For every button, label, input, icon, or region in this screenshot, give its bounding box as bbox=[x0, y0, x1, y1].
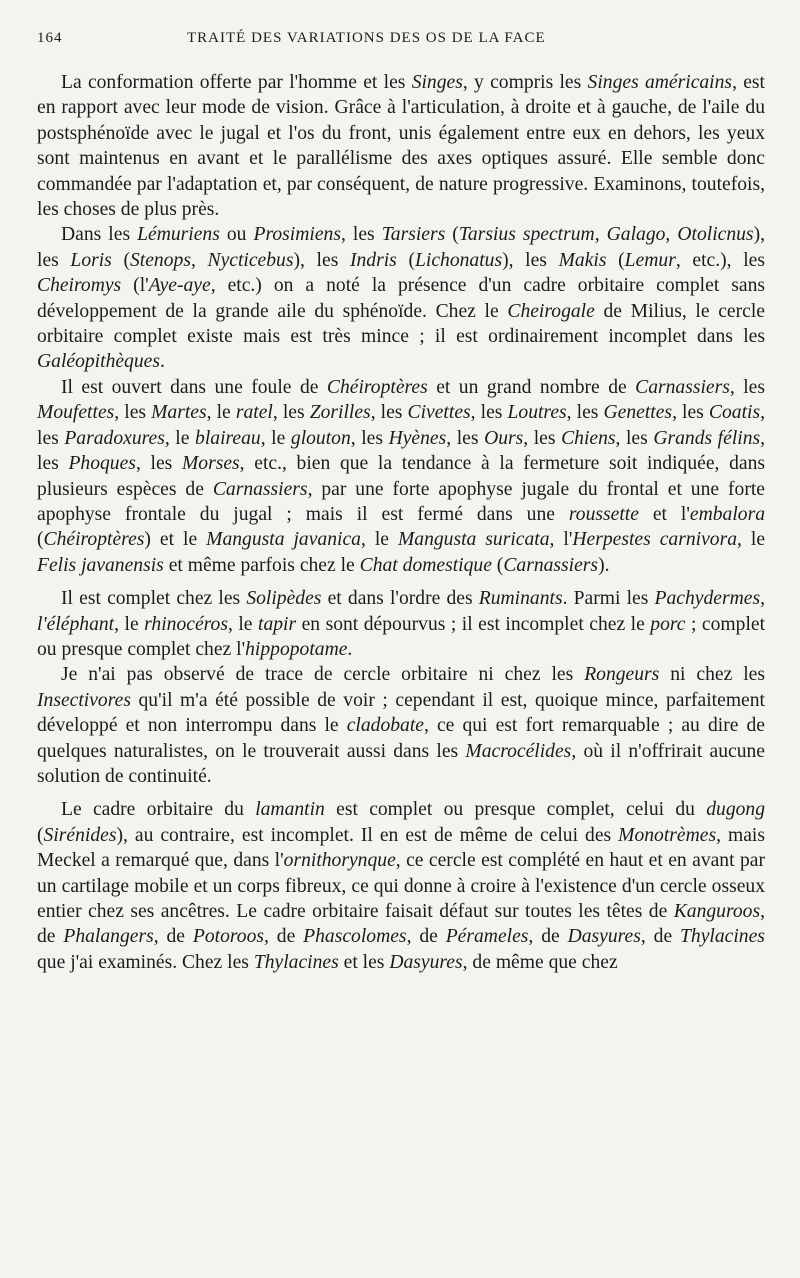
italic-term: Stenops bbox=[130, 249, 191, 271]
text-run: , le bbox=[360, 529, 398, 551]
italic-term: rhinocéros bbox=[144, 613, 228, 635]
italic-term: Coatis bbox=[708, 402, 761, 424]
text-run: , y compris les bbox=[462, 72, 588, 93]
italic-term: Dasyures bbox=[389, 951, 463, 973]
text-run: ( bbox=[396, 249, 415, 271]
italic-term: Carnassiers bbox=[635, 376, 730, 398]
text-run: , les bbox=[672, 402, 709, 424]
italic-term: Lichonatus bbox=[415, 249, 503, 271]
italic-term: Mangusta suricata bbox=[397, 529, 550, 551]
italic-term: embalora bbox=[689, 503, 765, 525]
italic-term: Rongeurs bbox=[584, 664, 660, 686]
italic-term: Pérameles bbox=[445, 926, 529, 948]
italic-term: Phoques bbox=[68, 453, 136, 475]
text-run: , les bbox=[37, 427, 766, 475]
text-run: , les bbox=[114, 402, 152, 424]
text-run: est complet ou presque complet, celui du bbox=[324, 799, 707, 821]
italic-term: Galago bbox=[606, 224, 666, 246]
text-run: . Parmi les bbox=[562, 588, 655, 610]
text-run: La conformation offerte par l'homme et les bbox=[61, 72, 412, 93]
text-run: , le bbox=[114, 613, 145, 635]
italic-term: Galéopithèques bbox=[37, 351, 160, 373]
text-run: et les bbox=[338, 951, 390, 973]
text-run: , de même que chez bbox=[462, 951, 618, 973]
italic-term: Chéiroptères bbox=[326, 376, 428, 398]
italic-term: Macrocélides bbox=[465, 740, 572, 762]
text-run: ( bbox=[445, 224, 459, 246]
text-run: de Milius, le cercle orbitaire complet existe mais est très mince ; il est ordinairement incomplet dans les bbox=[37, 300, 765, 348]
text-run: , bbox=[190, 249, 208, 271]
text-run: , le bbox=[260, 427, 291, 449]
paragraph bbox=[37, 586, 765, 662]
italic-term: cladobate bbox=[346, 715, 424, 737]
text-run: ). bbox=[598, 554, 610, 576]
text-run: ), les bbox=[293, 249, 350, 271]
italic-term: ornithorynque bbox=[283, 850, 396, 872]
italic-term: Carnassiers bbox=[503, 554, 599, 576]
text-run: , de bbox=[528, 926, 568, 948]
text-run: , le bbox=[227, 613, 258, 635]
italic-term: Phascolomes bbox=[303, 926, 407, 948]
text-run: ( bbox=[606, 249, 625, 271]
paragraph bbox=[37, 662, 765, 789]
text-run: , de bbox=[406, 926, 446, 948]
italic-term: Indris bbox=[349, 249, 397, 271]
italic-term: Chat domestique bbox=[359, 554, 492, 576]
italic-term: Ours bbox=[484, 427, 524, 449]
text-run: ( bbox=[37, 529, 44, 551]
text-run: , les bbox=[729, 376, 765, 398]
text-run: , où il n'offrirait aucune solution de continuité. bbox=[37, 740, 765, 787]
italic-term: Herpestes carnivora bbox=[572, 529, 737, 551]
italic-term: Lemur bbox=[624, 249, 676, 271]
italic-term: dugong bbox=[706, 799, 766, 821]
paragraph bbox=[37, 797, 765, 975]
italic-term: roussette bbox=[568, 503, 639, 525]
italic-term: Chéiroptères bbox=[43, 529, 145, 551]
paragraph bbox=[37, 222, 765, 374]
text-run: qu'il m'a été possible de voir ; cependant il est, quoique mince, parfaitement développé et non interrompu dans le bbox=[37, 689, 765, 737]
text-run: , les bbox=[615, 427, 654, 449]
text-run: ( bbox=[491, 554, 504, 576]
italic-term: Singes américains bbox=[587, 72, 733, 93]
italic-term: Genettes bbox=[603, 402, 673, 424]
paragraph bbox=[37, 375, 765, 578]
italic-term: Aye-aye bbox=[148, 275, 211, 297]
body-text bbox=[37, 70, 765, 975]
text-run: (l' bbox=[121, 275, 149, 297]
text-run: et l' bbox=[638, 503, 690, 525]
text-run: . bbox=[347, 638, 353, 660]
text-run: ; complet ou presque complet chez l' bbox=[37, 613, 766, 660]
text-run: , mais Meckel a remarqué que, dans l' bbox=[37, 824, 765, 872]
italic-term: Phalangers bbox=[63, 926, 154, 948]
text-run: et un grand nombre de bbox=[427, 376, 636, 398]
italic-term: Pachydermes bbox=[654, 588, 761, 610]
text-run: Le cadre orbitaire du bbox=[61, 799, 256, 821]
text-run: , les bbox=[37, 402, 765, 449]
text-run: ou bbox=[219, 224, 254, 246]
italic-term: Ruminants bbox=[478, 588, 563, 610]
text-run: , les bbox=[523, 427, 562, 449]
italic-term: blaireau bbox=[195, 427, 261, 449]
italic-term: Grands félins bbox=[653, 427, 761, 449]
italic-term: Morses bbox=[181, 453, 240, 475]
italic-term: Solipèdes bbox=[246, 588, 322, 610]
italic-term: Thylacines bbox=[253, 951, 339, 973]
text-run: , de bbox=[640, 926, 681, 948]
text-run: , bbox=[760, 588, 765, 610]
text-run: Il est complet chez les bbox=[61, 588, 247, 610]
page-header bbox=[37, 30, 770, 56]
text-run: et même parfois chez le bbox=[163, 554, 360, 576]
text-run: , le bbox=[737, 529, 766, 551]
text-run: ), au contraire, est incomplet. Il en est de même de celui des bbox=[116, 824, 619, 846]
italic-term: Cheirogale bbox=[507, 300, 595, 322]
text-run: ( bbox=[111, 249, 130, 271]
italic-term: Kanguroos bbox=[673, 901, 761, 922]
italic-term: Carnassiers bbox=[212, 478, 308, 500]
italic-term: Makis bbox=[558, 249, 607, 271]
text-run: , les bbox=[350, 427, 389, 449]
text-run: , les bbox=[272, 402, 310, 424]
text-run: , les bbox=[135, 453, 182, 475]
italic-term: Tarsiers bbox=[381, 224, 446, 246]
italic-term: Dasyures bbox=[567, 926, 641, 948]
paragraph bbox=[37, 70, 765, 222]
italic-term: Hyènes bbox=[388, 427, 447, 449]
italic-term: Martes bbox=[151, 402, 207, 424]
italic-term: Monotrèmes bbox=[618, 824, 717, 846]
italic-term: Prosimiens bbox=[253, 224, 341, 246]
italic-term: Paradoxures bbox=[64, 427, 165, 449]
italic-term: Civettes bbox=[407, 402, 471, 424]
text-run: , les bbox=[446, 427, 485, 449]
text-run: , de bbox=[264, 926, 304, 948]
text-run: ) et le bbox=[144, 529, 207, 551]
text-run: ), les bbox=[37, 224, 765, 271]
text-run: , bbox=[594, 224, 607, 246]
italic-term: Lémuriens bbox=[137, 224, 220, 246]
italic-term: Chiens bbox=[561, 427, 616, 449]
text-run: , etc., bien que la tendance à la fermeture soit indiquée, dans plusieurs espèces de bbox=[37, 453, 766, 500]
italic-term: Potoroos bbox=[192, 926, 264, 948]
page-number: 164 bbox=[37, 30, 63, 46]
text-run: , etc.) on a noté la présence d'un cadre orbitaire complet sans développement de la grande aile du sphénoïde. Chez le bbox=[37, 275, 766, 322]
text-run: , les bbox=[566, 402, 604, 424]
text-run: Il est ouvert dans une foule de bbox=[61, 376, 327, 398]
text-run: en sont dépourvus ; il est incomplet chez le bbox=[296, 613, 651, 635]
italic-term: porc bbox=[650, 613, 686, 635]
text-run: , de bbox=[153, 926, 193, 948]
italic-term: Tarsius spectrum bbox=[458, 224, 595, 246]
italic-term: Loris bbox=[70, 249, 112, 271]
text-run: , les bbox=[340, 224, 382, 246]
italic-term: Singes bbox=[411, 72, 463, 93]
text-run: , bbox=[665, 224, 678, 246]
italic-term: ratel bbox=[235, 402, 273, 424]
italic-term: lamantin bbox=[255, 799, 325, 821]
text-run: et dans l'ordre des bbox=[321, 588, 479, 610]
text-run: , les bbox=[470, 402, 508, 424]
running-title: TRAITÉ DES VARIATIONS DES OS DE LA FACE bbox=[187, 30, 546, 46]
italic-term: Otolicnus bbox=[677, 224, 754, 246]
italic-term: Thylacines bbox=[680, 926, 765, 948]
italic-term: Felis javanensis bbox=[37, 554, 164, 576]
text-run: , ce qui est fort remarquable ; au dire de quelques naturalistes, on le trouverait aussi dans les bbox=[37, 715, 765, 762]
text-run: . bbox=[159, 351, 165, 373]
text-run: , etc.), les bbox=[675, 249, 765, 271]
text-run: , de bbox=[37, 901, 765, 948]
text-run: ni chez les bbox=[659, 664, 766, 686]
text-run: , est en rapport avec leur mode de vision. Grâce à l'articulation, à droite et à gauche, de l'aile du postsphénoïde avec le jugal et l'os du front, unis également entre eux en dehors, les yeux sont maintenus en avant et le parallélisme des axes optiques assuré. Elle semble donc commandée par l'adaptation et, par conséquent, de nature progressive. Examinons, toutefois, les choses de plus près. bbox=[37, 72, 766, 221]
italic-term: hippopotame bbox=[245, 638, 348, 660]
italic-term: l'éléphant bbox=[37, 613, 115, 635]
italic-term: Insectivores bbox=[37, 689, 131, 711]
text-run: , le bbox=[206, 402, 236, 424]
text-run: ), les bbox=[502, 249, 559, 271]
text-run: Je n'ai pas observé de trace de cercle orbitaire ni chez les bbox=[61, 664, 585, 686]
text-run: que j'ai examinés. Chez les bbox=[37, 951, 254, 973]
italic-term: Moufettes bbox=[37, 402, 115, 424]
text-run: , par une forte apophyse jugale du frontal et une forte apophyse frontale du jugal ; mais il est fermé dans une bbox=[37, 478, 766, 525]
text-run: Dans les bbox=[61, 224, 138, 246]
italic-term: Cheiromys bbox=[37, 275, 122, 297]
italic-term: tapir bbox=[258, 613, 297, 635]
italic-term: Loutres bbox=[507, 402, 567, 424]
italic-term: Sirénides bbox=[43, 824, 117, 846]
text-run: , l' bbox=[549, 529, 573, 551]
text-run: ( bbox=[37, 824, 44, 846]
text-run: , ce cercle est complété en haut et en avant par un cartilage mobile et un corps fibreux, ce qui donne à croire à l'existence d'un cercle osseux entier chez ses ancêtres. Le cadre orbitaire faisait défaut sur toutes les têtes de bbox=[37, 850, 765, 922]
italic-term: Nycticebus bbox=[207, 249, 294, 271]
text-run: , le bbox=[164, 427, 196, 449]
italic-term: Zorilles bbox=[309, 402, 371, 424]
italic-term: Mangusta javanica bbox=[206, 529, 361, 551]
text-run: , les bbox=[370, 402, 408, 424]
italic-term: glouton bbox=[290, 427, 351, 449]
